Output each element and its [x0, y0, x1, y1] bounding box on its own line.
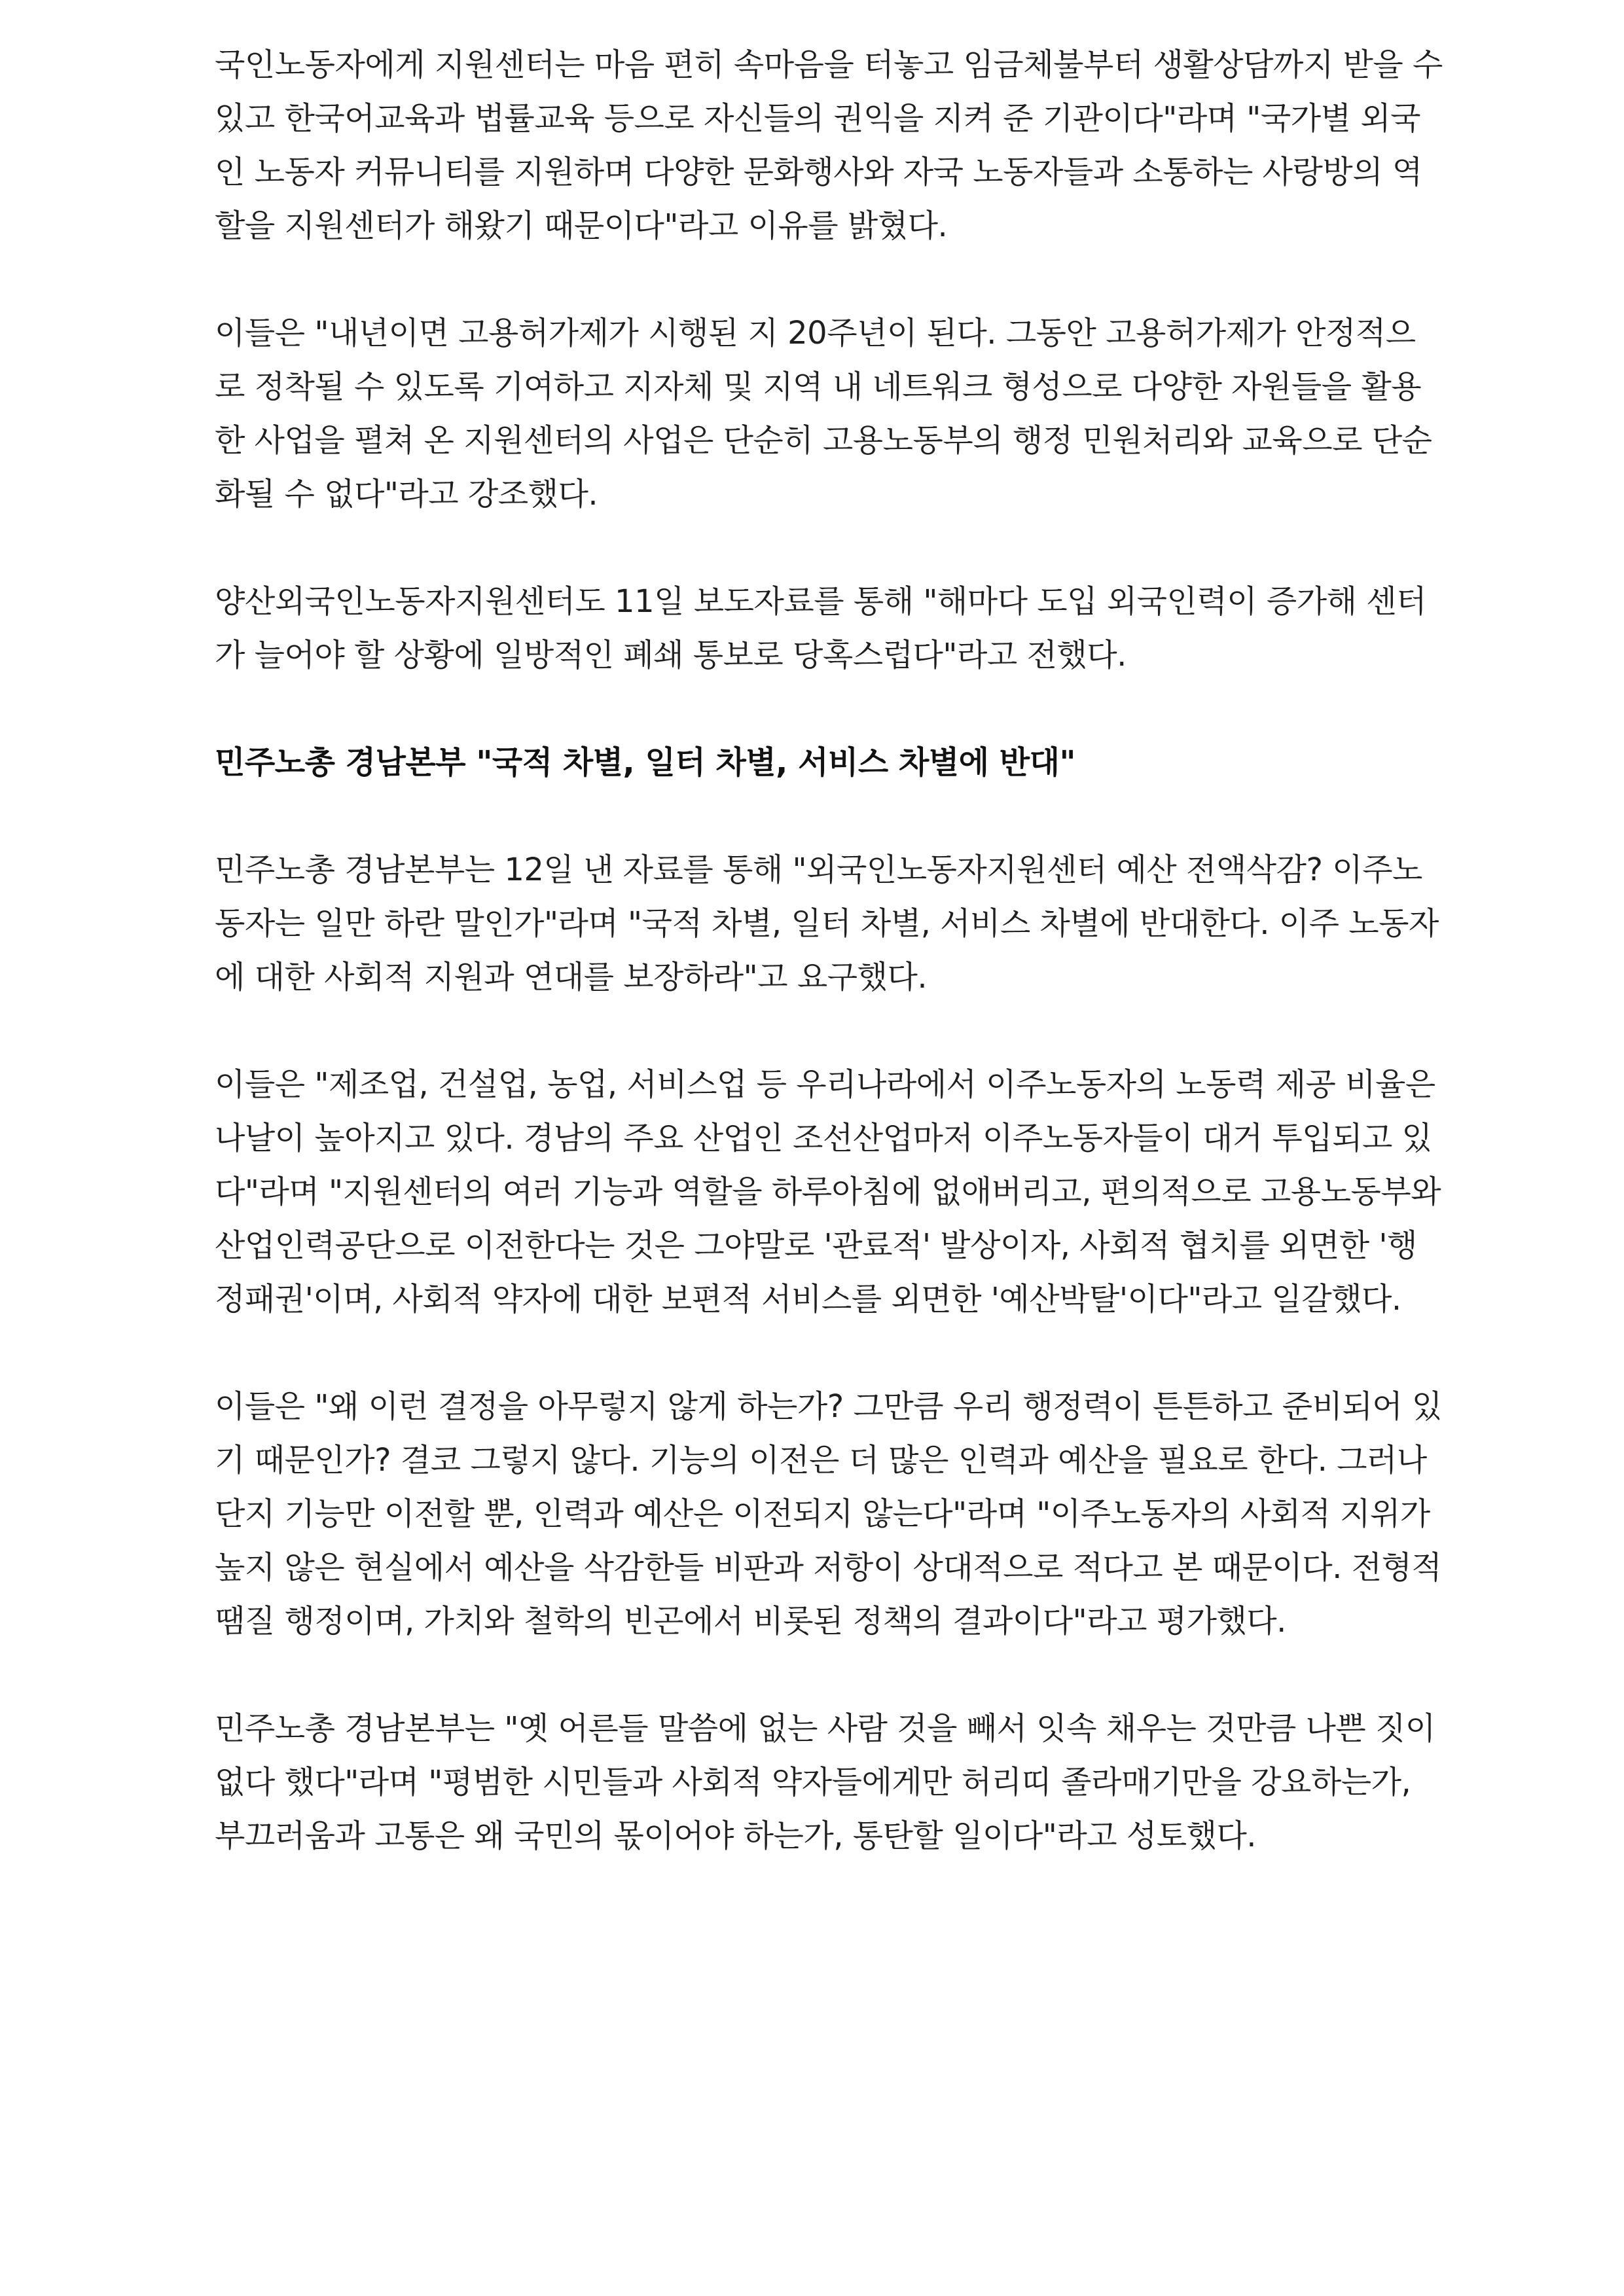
paragraph-support-center-role: 국인노동자에게 지원센터는 마음 편히 속마음을 터놓고 임금체불부터 생활상담까지 받을 수 있고 한국어교육과 법률교육 등으로 자신들의 권익을 지켜 준 기관이다"라며 "국가별 외국인 노동자 커뮤니티를 지원하며 다양한 문화행사와 자국 노동자들과 소통하는 사랑방의 역할을 지원센터가 해왔기 때문이다"라고 이유를 밝혔다.	[215, 46, 1443, 244]
article-body	[215, 38, 1445, 1916]
paragraph-yangsan-center: 양산외국인노동자지원센터도 11일 보도자료를 통해 "해마다 도입 외국인력이 증가해 센터가 늘어야 할 상황에 일방적인 폐쇄 통보로 당혹스럽다"라고 전했다.	[215, 583, 1426, 673]
paragraph-migrant-labor-share: 이들은 "제조업, 건설업, 농업, 서비스업 등 우리나라에서 이주노동자의 노동력 제공 비율은 나날이 높아지고 있다. 경남의 주요 산업인 조선산업마저 이주노동자들이 대거 투입되고 있다"라며 "지원센터의 여러 기능과 역할을 하루아침에 없애버리고, 편의적으로 고용노동부와 산업인력공단으로 이전한다는 것은 그야말로 '관료적' 발상이자, 사회적 협치를 외면한 '행정패권'이며, 사회적 약자에 대한 보편적 서비스를 외면한 '예산박탈'이다"라고 일갈했다.	[215, 1066, 1441, 1318]
paragraph-administrative-criticism: 이들은 "왜 이런 결정을 아무렇지 않게 하는가? 그만큼 우리 행정력이 튼튼하고 준비되어 있기 때문인가? 결코 그렇지 않다. 기능의 이전은 더 많은 인력과 예산을 필요로 한다. 그러나 단지 기능만 이전할 뿐, 인력과 예산은 이전되지 않는다"라며 "이주노동자의 사회적 지위가 높지 않은 현실에서 예산을 삭감한들 비판과 저항이 상대적으로 적다고 본 때문이다. 전형적 땜질 행정이며, 가치와 철학의 빈곤에서 비롯된 정책의 결과이다"라고 평가했다.	[215, 1388, 1442, 1640]
paragraph-closing-remarks: 민주노총 경남본부는 "옛 어른들 말씀에 없는 사람 것을 빼서 잇속 채우는 것만큼 나쁜 짓이 없다 했다"라며 "평범한 시민들과 사회적 약자들에게만 허리띠 졸라매기만을 강요하는가, 부끄러움과 고통은 왜 국민의 몫이어야 하는가, 통탄할 일이다"라고 성토했다.	[215, 1710, 1435, 1854]
paragraph-employment-permit-system: 이들은 "내년이면 고용허가제가 시행된 지 20주년이 된다. 그동안 고용허가제가 안정적으로 정착될 수 있도록 기여하고 지자체 및 지역 내 네트워크 형성으로 다양한 자원들을 활용한 사업을 펼쳐 온 지원센터의 사업은 단순히 고용노동부의 행정 민원처리와 교육으로 단순화될 수 없다"라고 강조했다.	[215, 315, 1432, 512]
section-subheading: 민주노총 경남본부 "국적 차별, 일터 차별, 서비스 차별에 반대"	[215, 744, 1076, 781]
paragraph-kctu-statement: 민주노총 경남본부는 12일 낸 자료를 통해 "외국인노동자지원센터 예산 전액삭감? 이주노동자는 일만 하란 말인가"라며 "국적 차별, 일터 차별, 서비스 차별에 반대한다. 이주 노동자에 대한 사회적 지원과 연대를 보장하라"고 요구했다.	[215, 852, 1439, 996]
